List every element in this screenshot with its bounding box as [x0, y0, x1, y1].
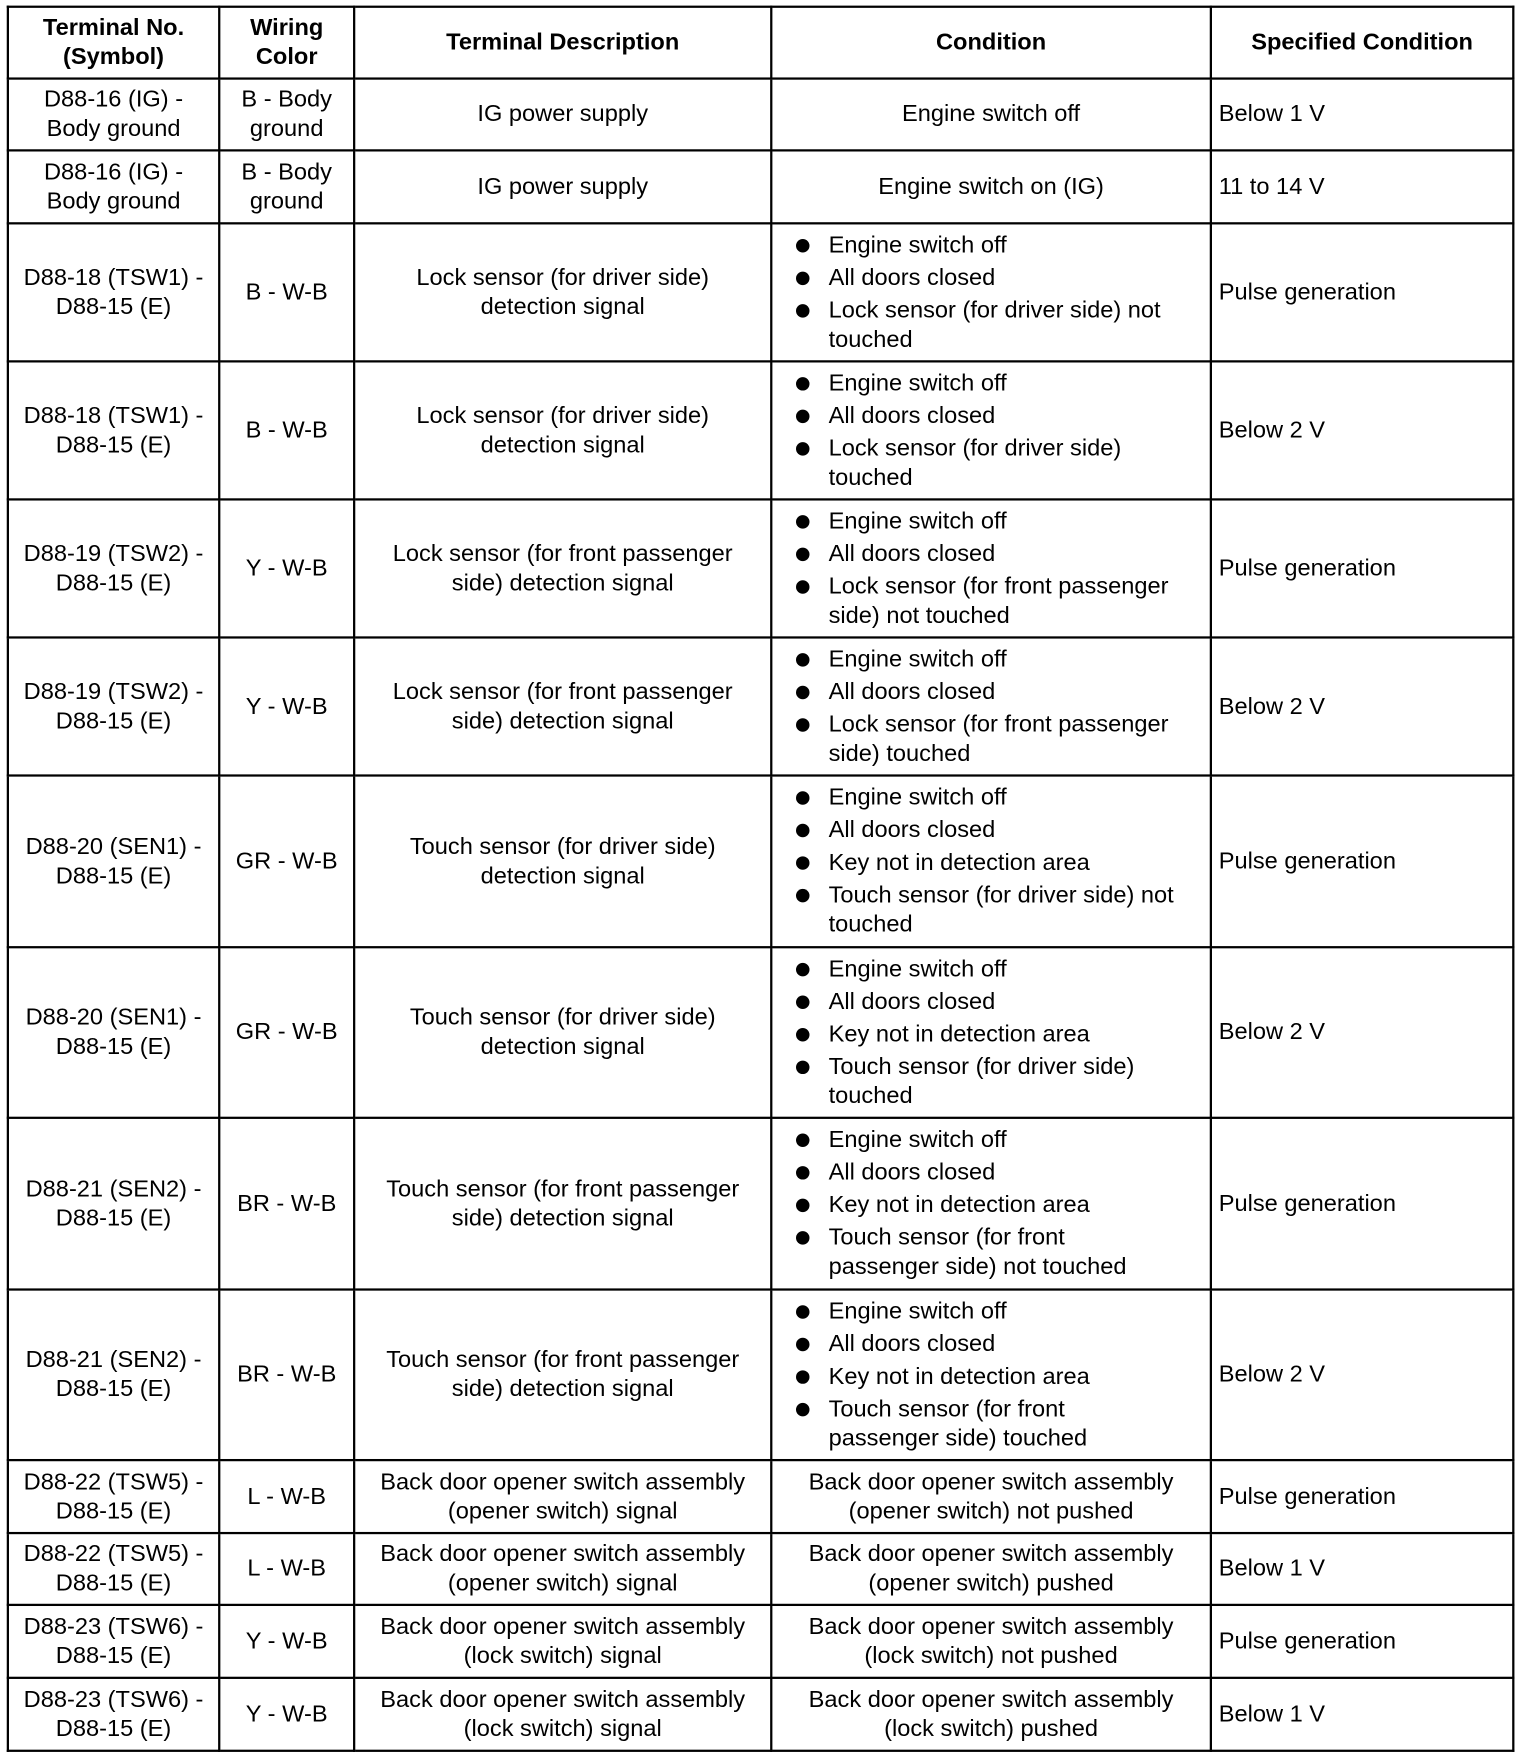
- bullet-icon: [796, 1134, 809, 1147]
- table-body: [8, 79, 1513, 1751]
- table-row: [8, 1605, 1513, 1678]
- wiring-color-text: B - Body ground: [241, 158, 332, 214]
- description-cell: [354, 947, 771, 1118]
- condition-text: Lock sensor (for front passenger side) touched: [828, 710, 1169, 766]
- terminal-text: D88-20 (SEN1) - D88-15 (E): [25, 833, 202, 889]
- terminal-cell: [8, 361, 219, 499]
- condition-text: All doors closed: [828, 988, 996, 1014]
- bullet-icon: [796, 856, 809, 869]
- bullet-icon: [796, 271, 809, 284]
- wiring-color-cell: [219, 1533, 354, 1605]
- specified-condition-text: Below 1 V: [1218, 1700, 1326, 1727]
- bullet-icon: [796, 1060, 809, 1073]
- specified-condition-text: Pulse generation: [1218, 554, 1396, 581]
- bullet-icon: [796, 580, 809, 593]
- wiring-color-text: Y - W-B: [245, 554, 328, 581]
- condition-text: All doors closed: [828, 1159, 996, 1186]
- terminal-cell: [8, 947, 219, 1118]
- condition-item: [779, 1223, 1203, 1281]
- description-cell: [354, 1290, 771, 1461]
- specified-condition-cell: [1211, 1533, 1513, 1605]
- bullet-icon: [796, 377, 809, 390]
- table-row: [8, 1678, 1513, 1751]
- description-text: Back door opener switch assembly (lock switch) signal: [380, 1686, 746, 1742]
- condition-text: Engine switch off: [828, 1126, 1007, 1153]
- terminal-cell: [8, 79, 219, 151]
- specified-condition-text: Pulse generation: [1218, 1190, 1396, 1217]
- bullet-icon: [796, 653, 809, 666]
- bullet-icon: [796, 718, 809, 731]
- description-cell: [354, 776, 771, 948]
- condition-item: [779, 1394, 1203, 1452]
- condition-text: Back door opener switch assembly (lock switch) pushed: [808, 1686, 1174, 1742]
- specified-condition-text: Below 2 V: [1218, 1361, 1326, 1388]
- terminal-text: D88-22 (TSW5) - D88-15 (E): [23, 1540, 204, 1596]
- header-terminal-description: Terminal Description: [354, 7, 771, 79]
- wiring-color-cell: [219, 1605, 354, 1678]
- specified-condition-cell: [1211, 499, 1513, 637]
- wiring-color-cell: [219, 637, 354, 775]
- wiring-color-text: Y - W-B: [245, 1627, 328, 1654]
- terminal-text: D88-19 (TSW2) - D88-15 (E): [23, 540, 204, 596]
- condition-item: [779, 881, 1203, 939]
- condition-item: [779, 848, 1203, 877]
- condition-text: Engine switch off: [902, 101, 1081, 127]
- condition-cell: [771, 223, 1211, 361]
- table-row: [8, 1533, 1513, 1605]
- condition-item: [779, 955, 1203, 984]
- condition-list: [779, 955, 1203, 1111]
- terminal-cell: [8, 776, 219, 948]
- terminal-cell: [8, 1678, 219, 1751]
- condition-cell: [771, 1605, 1211, 1678]
- condition-item: [779, 1158, 1203, 1187]
- condition-item: [779, 1020, 1203, 1049]
- description-cell: [354, 79, 771, 151]
- condition-text: All doors closed: [828, 678, 996, 705]
- terminal-text: D88-22 (TSW5) - D88-15 (E): [23, 1468, 204, 1524]
- description-cell: [354, 1118, 771, 1290]
- condition-text: Engine switch off: [828, 369, 1007, 396]
- condition-item: [779, 572, 1203, 630]
- condition-item: [779, 434, 1203, 492]
- condition-list: [779, 507, 1203, 630]
- condition-list: [779, 783, 1203, 939]
- condition-text: Touch sensor (for front passenger side) not touched: [828, 1224, 1127, 1280]
- description-text: Back door opener switch assembly (opener switch) signal: [380, 1468, 746, 1524]
- condition-item: [779, 783, 1203, 812]
- specified-condition-cell: [1211, 150, 1513, 223]
- bullet-icon: [796, 238, 809, 251]
- specified-condition-cell: [1211, 1605, 1513, 1678]
- condition-list: [779, 231, 1203, 354]
- bullet-icon: [796, 1166, 809, 1179]
- condition-text: All doors closed: [828, 817, 996, 843]
- description-text: Touch sensor (for front passenger side) detection signal: [386, 1346, 740, 1402]
- terminal-cell: [8, 1605, 219, 1678]
- condition-text: Touch sensor (for front passenger side) touched: [828, 1395, 1088, 1451]
- wiring-color-cell: [219, 1118, 354, 1290]
- bullet-icon: [796, 889, 809, 902]
- condition-item: [779, 231, 1203, 260]
- wiring-color-cell: [219, 223, 354, 361]
- bullet-icon: [796, 515, 809, 528]
- table-row: [8, 79, 1513, 151]
- condition-item: [779, 1126, 1203, 1155]
- condition-text: Touch sensor (for driver side) not touched: [828, 882, 1174, 938]
- condition-item: [779, 1297, 1203, 1326]
- description-text: Touch sensor (for driver side) detection signal: [409, 833, 716, 889]
- specified-condition-text: Pulse generation: [1218, 1627, 1396, 1654]
- wiring-color-text: L - W-B: [247, 1483, 327, 1509]
- bullet-icon: [796, 442, 809, 455]
- condition-list: [779, 1126, 1203, 1282]
- bullet-icon: [796, 1402, 809, 1415]
- terminal-cell: [8, 1290, 219, 1461]
- condition-item: [779, 401, 1203, 430]
- bullet-icon: [796, 304, 809, 317]
- description-cell: [354, 223, 771, 361]
- condition-cell: [771, 1533, 1211, 1605]
- wiring-color-cell: [219, 1678, 354, 1751]
- description-cell: [354, 150, 771, 223]
- terminal-text: D88-20 (SEN1) - D88-15 (E): [25, 1004, 202, 1060]
- condition-text: Key not in detection area: [828, 849, 1090, 876]
- description-text: Lock sensor (for front passenger side) detection signal: [392, 678, 733, 734]
- condition-text: Lock sensor (for driver side) touched: [828, 434, 1122, 490]
- condition-item: [779, 677, 1203, 706]
- description-text: Lock sensor (for driver side) detection signal: [416, 402, 710, 458]
- bullet-icon: [796, 1231, 809, 1244]
- wiring-color-cell: [219, 499, 354, 637]
- description-text: IG power supply: [477, 173, 649, 200]
- terminal-text: D88-23 (TSW6) - D88-15 (E): [23, 1613, 204, 1669]
- condition-item: [779, 1052, 1203, 1110]
- condition-text: Engine switch on (IG): [878, 173, 1104, 200]
- condition-text: Lock sensor (for driver side) not touched: [828, 296, 1161, 352]
- specified-condition-cell: [1211, 1678, 1513, 1751]
- bullet-icon: [796, 1305, 809, 1318]
- condition-text: Back door opener switch assembly (lock switch) not pushed: [808, 1613, 1174, 1669]
- condition-item: [779, 539, 1203, 568]
- condition-cell: [771, 79, 1211, 151]
- condition-item: [779, 987, 1203, 1016]
- specified-condition-cell: [1211, 947, 1513, 1118]
- condition-text: Back door opener switch assembly (opener switch) not pushed: [808, 1468, 1174, 1524]
- specified-condition-text: Below 2 V: [1218, 693, 1326, 719]
- wiring-color-text: Y - W-B: [245, 693, 328, 719]
- condition-text: Key not in detection area: [828, 1191, 1090, 1218]
- condition-text: Engine switch off: [828, 955, 1007, 982]
- table-row: [8, 776, 1513, 948]
- description-cell: [354, 1533, 771, 1605]
- wiring-color-cell: [219, 1460, 354, 1533]
- table-row: [8, 947, 1513, 1118]
- terminal-cell: [8, 223, 219, 361]
- bullet-icon: [796, 685, 809, 698]
- specified-condition-cell: [1211, 1118, 1513, 1290]
- condition-cell: [771, 1290, 1211, 1461]
- table-row: [8, 1460, 1513, 1533]
- description-cell: [354, 361, 771, 499]
- wiring-color-text: B - W-B: [245, 416, 328, 443]
- condition-text: Key not in detection area: [828, 1020, 1090, 1047]
- description-cell: [354, 1460, 771, 1533]
- terminal-cell: [8, 1533, 219, 1605]
- wiring-color-text: B - W-B: [245, 278, 328, 305]
- condition-text: Engine switch off: [828, 507, 1007, 534]
- bullet-icon: [796, 791, 809, 804]
- specified-condition-text: Below 1 V: [1218, 1555, 1326, 1582]
- condition-text: Engine switch off: [828, 784, 1007, 811]
- bullet-icon: [796, 409, 809, 422]
- condition-cell: [771, 1460, 1211, 1533]
- description-cell: [354, 499, 771, 637]
- condition-item: [779, 296, 1203, 354]
- wiring-color-text: GR - W-B: [235, 1019, 338, 1045]
- wiring-color-cell: [219, 776, 354, 948]
- description-cell: [354, 1678, 771, 1751]
- terminal-text: D88-16 (IG) - Body ground: [44, 158, 184, 214]
- description-text: Back door opener switch assembly (lock switch) signal: [380, 1613, 746, 1669]
- condition-text: Lock sensor (for front passenger side) not touched: [828, 572, 1169, 628]
- wiring-color-text: GR - W-B: [235, 847, 338, 874]
- wiring-color-cell: [219, 150, 354, 223]
- condition-cell: [771, 947, 1211, 1118]
- condition-list: [779, 645, 1203, 768]
- bullet-icon: [796, 547, 809, 560]
- table-row: [8, 1290, 1513, 1461]
- bullet-icon: [796, 1337, 809, 1350]
- specified-condition-cell: [1211, 361, 1513, 499]
- terminal-text: D88-21 (SEN2) - D88-15 (E): [25, 1346, 202, 1402]
- bullet-icon: [796, 824, 809, 837]
- condition-item: [779, 816, 1203, 845]
- wiring-color-text: L - W-B: [247, 1555, 327, 1582]
- description-text: Touch sensor (for front passenger side) detection signal: [386, 1175, 740, 1231]
- condition-cell: [771, 1118, 1211, 1290]
- terminal-table: [7, 6, 1515, 1752]
- terminal-text: D88-18 (TSW1) - D88-15 (E): [23, 264, 204, 320]
- condition-text: Engine switch off: [828, 645, 1007, 672]
- condition-text: All doors closed: [828, 540, 996, 567]
- table-row: [8, 361, 1513, 499]
- terminal-text: D88-16 (IG) - Body ground: [44, 86, 184, 142]
- terminal-cell: [8, 150, 219, 223]
- terminal-text: D88-18 (TSW1) - D88-15 (E): [23, 402, 204, 458]
- bullet-icon: [796, 962, 809, 975]
- header-wiring-color: Wiring Color: [219, 7, 354, 79]
- terminal-cell: [8, 637, 219, 775]
- header-condition: Condition: [771, 7, 1211, 79]
- description-text: Lock sensor (for driver side) detection signal: [416, 264, 710, 320]
- condition-item: [779, 1329, 1203, 1358]
- specified-condition-text: Pulse generation: [1218, 1483, 1396, 1509]
- condition-item: [779, 507, 1203, 536]
- condition-cell: [771, 150, 1211, 223]
- wiring-color-cell: [219, 361, 354, 499]
- wiring-color-cell: [219, 947, 354, 1118]
- description-text: Lock sensor (for front passenger side) detection signal: [392, 540, 733, 596]
- condition-item: [779, 263, 1203, 292]
- wiring-color-text: Y - W-B: [245, 1700, 328, 1727]
- specified-condition-text: Below 2 V: [1218, 1019, 1326, 1045]
- condition-list: [779, 1297, 1203, 1453]
- condition-text: All doors closed: [828, 1330, 996, 1357]
- condition-text: Touch sensor (for driver side) touched: [828, 1053, 1135, 1109]
- condition-cell: [771, 361, 1211, 499]
- description-text: Touch sensor (for driver side) detection signal: [409, 1004, 716, 1060]
- table-row: [8, 499, 1513, 637]
- condition-item: [779, 710, 1203, 768]
- terminal-text: D88-21 (SEN2) - D88-15 (E): [25, 1175, 202, 1231]
- table-row: [8, 150, 1513, 223]
- specified-condition-cell: [1211, 1290, 1513, 1461]
- condition-text: All doors closed: [828, 264, 996, 291]
- terminal-cell: [8, 499, 219, 637]
- condition-text: Engine switch off: [828, 231, 1007, 258]
- description-cell: [354, 1605, 771, 1678]
- terminal-cell: [8, 1460, 219, 1533]
- wiring-color-text: BR - W-B: [237, 1190, 337, 1217]
- bullet-icon: [796, 1199, 809, 1212]
- description-text: IG power supply: [477, 101, 649, 127]
- terminal-text: D88-19 (TSW2) - D88-15 (E): [23, 678, 204, 734]
- condition-cell: [771, 637, 1211, 775]
- wiring-color-cell: [219, 1290, 354, 1461]
- condition-cell: [771, 499, 1211, 637]
- bullet-icon: [796, 1027, 809, 1040]
- bullet-icon: [796, 1370, 809, 1383]
- condition-item: [779, 645, 1203, 674]
- condition-text: Back door opener switch assembly (opener switch) pushed: [808, 1540, 1174, 1596]
- specified-condition-cell: [1211, 1460, 1513, 1533]
- terminal-text: D88-23 (TSW6) - D88-15 (E): [23, 1686, 204, 1742]
- description-cell: [354, 637, 771, 775]
- bullet-icon: [796, 995, 809, 1008]
- table-row: [8, 637, 1513, 775]
- header-row: [8, 7, 1513, 79]
- specified-condition-text: Pulse generation: [1218, 847, 1396, 874]
- condition-cell: [771, 776, 1211, 948]
- condition-item: [779, 1191, 1203, 1220]
- specified-condition-text: Below 2 V: [1218, 416, 1326, 443]
- description-text: Back door opener switch assembly (opener switch) signal: [380, 1540, 746, 1596]
- specified-condition-cell: [1211, 776, 1513, 948]
- wiring-color-text: BR - W-B: [237, 1361, 337, 1388]
- condition-text: Engine switch off: [828, 1297, 1007, 1324]
- specified-condition-cell: [1211, 637, 1513, 775]
- terminal-cell: [8, 1118, 219, 1290]
- table-row: [8, 1118, 1513, 1290]
- condition-item: [779, 369, 1203, 398]
- specified-condition-cell: [1211, 223, 1513, 361]
- header-specified-condition: Specified Condition: [1211, 7, 1513, 79]
- condition-text: Key not in detection area: [828, 1363, 1090, 1389]
- header-terminal-no: Terminal No. (Symbol): [8, 7, 219, 79]
- specified-condition-text: Pulse generation: [1218, 278, 1396, 305]
- specified-condition-text: Below 1 V: [1218, 101, 1326, 127]
- condition-list: [779, 369, 1203, 492]
- wiring-color-text: B - Body ground: [241, 86, 332, 142]
- condition-item: [779, 1362, 1203, 1391]
- table-row: [8, 223, 1513, 361]
- specified-condition-text: 11 to 14 V: [1218, 173, 1325, 200]
- condition-text: All doors closed: [828, 402, 996, 429]
- wiring-color-cell: [219, 79, 354, 151]
- condition-cell: [771, 1678, 1211, 1751]
- specified-condition-cell: [1211, 79, 1513, 151]
